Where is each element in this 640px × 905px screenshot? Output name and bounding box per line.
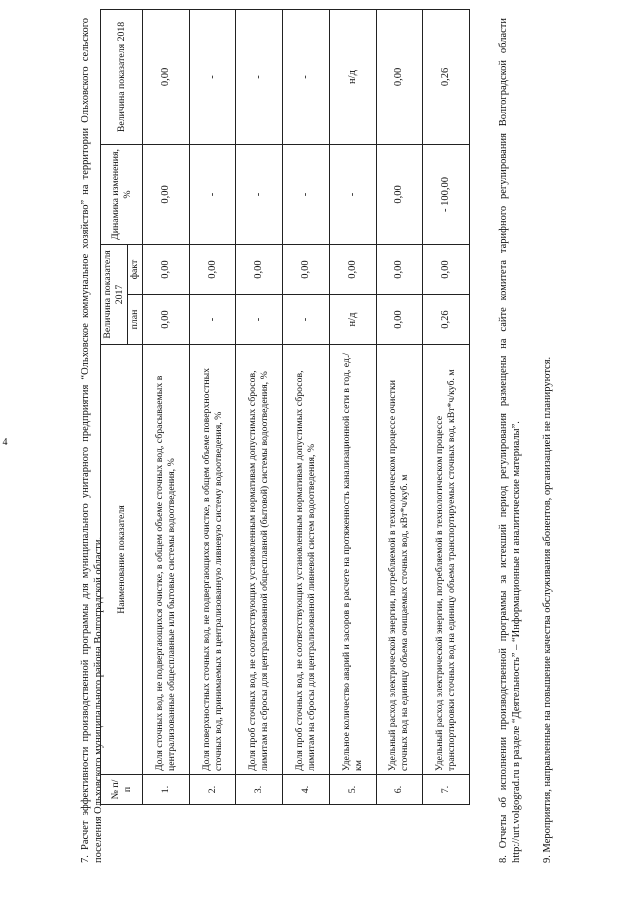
row-name: Удельное количество аварий и засоров в расчете на протяженность канализационной сети в год, ед./км bbox=[329, 345, 376, 775]
row-dynamics: - bbox=[329, 144, 376, 244]
row-plan: 0,00 bbox=[143, 295, 190, 345]
row-value-2018: н/д bbox=[329, 9, 376, 144]
row-value-2018: - bbox=[283, 9, 330, 144]
efficiency-table bbox=[100, 9, 470, 805]
row-name: Доля сточных вод, не подвергающихся очистке, в общем объеме сточных вод, сбрасываемых в централизованные общесплавные или бытовые системы водоотведения, % bbox=[143, 345, 190, 775]
row-value-2018: 0,00 bbox=[376, 9, 423, 144]
row-name: Доля проб сточных вод, не соответствующих установленным нормативам допустимых сбросов, лимитам на сбросы для централизованной общесплавной (бытовой) системы водоотведения, % bbox=[236, 345, 283, 775]
table-row bbox=[189, 9, 236, 804]
row-name: Удельный расход электрической энергии, потребляемой в технологическом процессе транспортировки сточных вод на единицу объема транспортируемых сточных вод, кВт*ч/куб. м bbox=[423, 345, 470, 775]
row-dynamics: - bbox=[189, 144, 236, 244]
row-plan: н/д bbox=[329, 295, 376, 345]
row-fact: 0,00 bbox=[236, 244, 283, 294]
page-number: 4 bbox=[2, 437, 8, 448]
row-dynamics: - 100,00 bbox=[423, 144, 470, 244]
row-dynamics: 0,00 bbox=[143, 144, 190, 244]
row-dynamics: - bbox=[283, 144, 330, 244]
row-num: 1. bbox=[143, 775, 190, 805]
header-name: Наименование показателя bbox=[101, 345, 143, 775]
row-dynamics: 0,00 bbox=[376, 144, 423, 244]
header-dynamics: Динамика изменения, % bbox=[101, 144, 143, 244]
row-fact: 0,00 bbox=[283, 244, 330, 294]
row-plan: - bbox=[189, 295, 236, 345]
row-num: 3. bbox=[236, 775, 283, 805]
row-fact: 0,00 bbox=[376, 244, 423, 294]
row-fact: 0,00 bbox=[143, 244, 190, 294]
header-num: № п/п bbox=[101, 775, 143, 805]
row-name: Доля поверхностных сточных вод, не подвергающихся очистке, в общем объеме поверхностных сточных вод, принимаемых в централизованную ливневую систему водоотведения, % bbox=[189, 345, 236, 775]
header-fact: факт bbox=[128, 244, 143, 294]
row-fact: 0,00 bbox=[329, 244, 376, 294]
table-row bbox=[236, 9, 283, 804]
row-plan: - bbox=[283, 295, 330, 345]
row-value-2018: 0,00 bbox=[143, 9, 190, 144]
table-row bbox=[143, 9, 190, 804]
row-fact: 0,00 bbox=[423, 244, 470, 294]
row-fact: 0,00 bbox=[189, 244, 236, 294]
table-header-row bbox=[101, 9, 128, 804]
row-plan: 0,26 bbox=[423, 295, 470, 345]
row-name: Доля проб сточных вод, не соответствующих установленным нормативам допустимых сбросов, лимитам на сбросы для централизованной ливневой систем водоотведения, % bbox=[283, 345, 330, 775]
row-num: 4. bbox=[283, 775, 330, 805]
header-value-2018: Величина показателя 2018 bbox=[101, 9, 143, 144]
row-plan: 0,00 bbox=[376, 295, 423, 345]
row-dynamics: - bbox=[236, 144, 283, 244]
header-value-2017: Величина показателя 2017 bbox=[101, 244, 128, 344]
row-plan: - bbox=[236, 295, 283, 345]
row-value-2018: 0,26 bbox=[423, 9, 470, 144]
row-num: 6. bbox=[376, 775, 423, 805]
row-num: 5. bbox=[329, 775, 376, 805]
row-value-2018: - bbox=[236, 9, 283, 144]
row-num: 7. bbox=[423, 775, 470, 805]
row-value-2018: - bbox=[189, 9, 236, 144]
section-8-text: 8. Отчеты об исполнении производственной программы за истекший период регулирования размещены на сайте комитета тарифного регулирования Волгоградской области http://urt.volgograd.ru в разделе “Деятельность” – “Информационные и аналитические материалы”. bbox=[497, 18, 522, 863]
table-row bbox=[329, 9, 376, 804]
table-row bbox=[423, 9, 470, 804]
row-num: 2. bbox=[189, 775, 236, 805]
section-7-text: 7. Расчет эффективности производственной программы для муниципального унитарного предприятия “Ольховское коммунальное хозяйство” на территории Ольховского сельского поселения Ольховского муниципального района Волгоградской области. bbox=[79, 18, 104, 863]
row-name: Удельный расход электрической энергии, потребляемой в технологическом процессе очистки сточных вод на единицу объема очищаемых сточных вод, кВт*ч/куб. м bbox=[376, 345, 423, 775]
header-plan: план bbox=[128, 295, 143, 345]
section-9-text: 9. Мероприятия, направленные на повышение качества обслуживания абонентов, организацией не планируются. bbox=[541, 356, 553, 863]
table-row bbox=[283, 9, 330, 804]
table-row bbox=[376, 9, 423, 804]
